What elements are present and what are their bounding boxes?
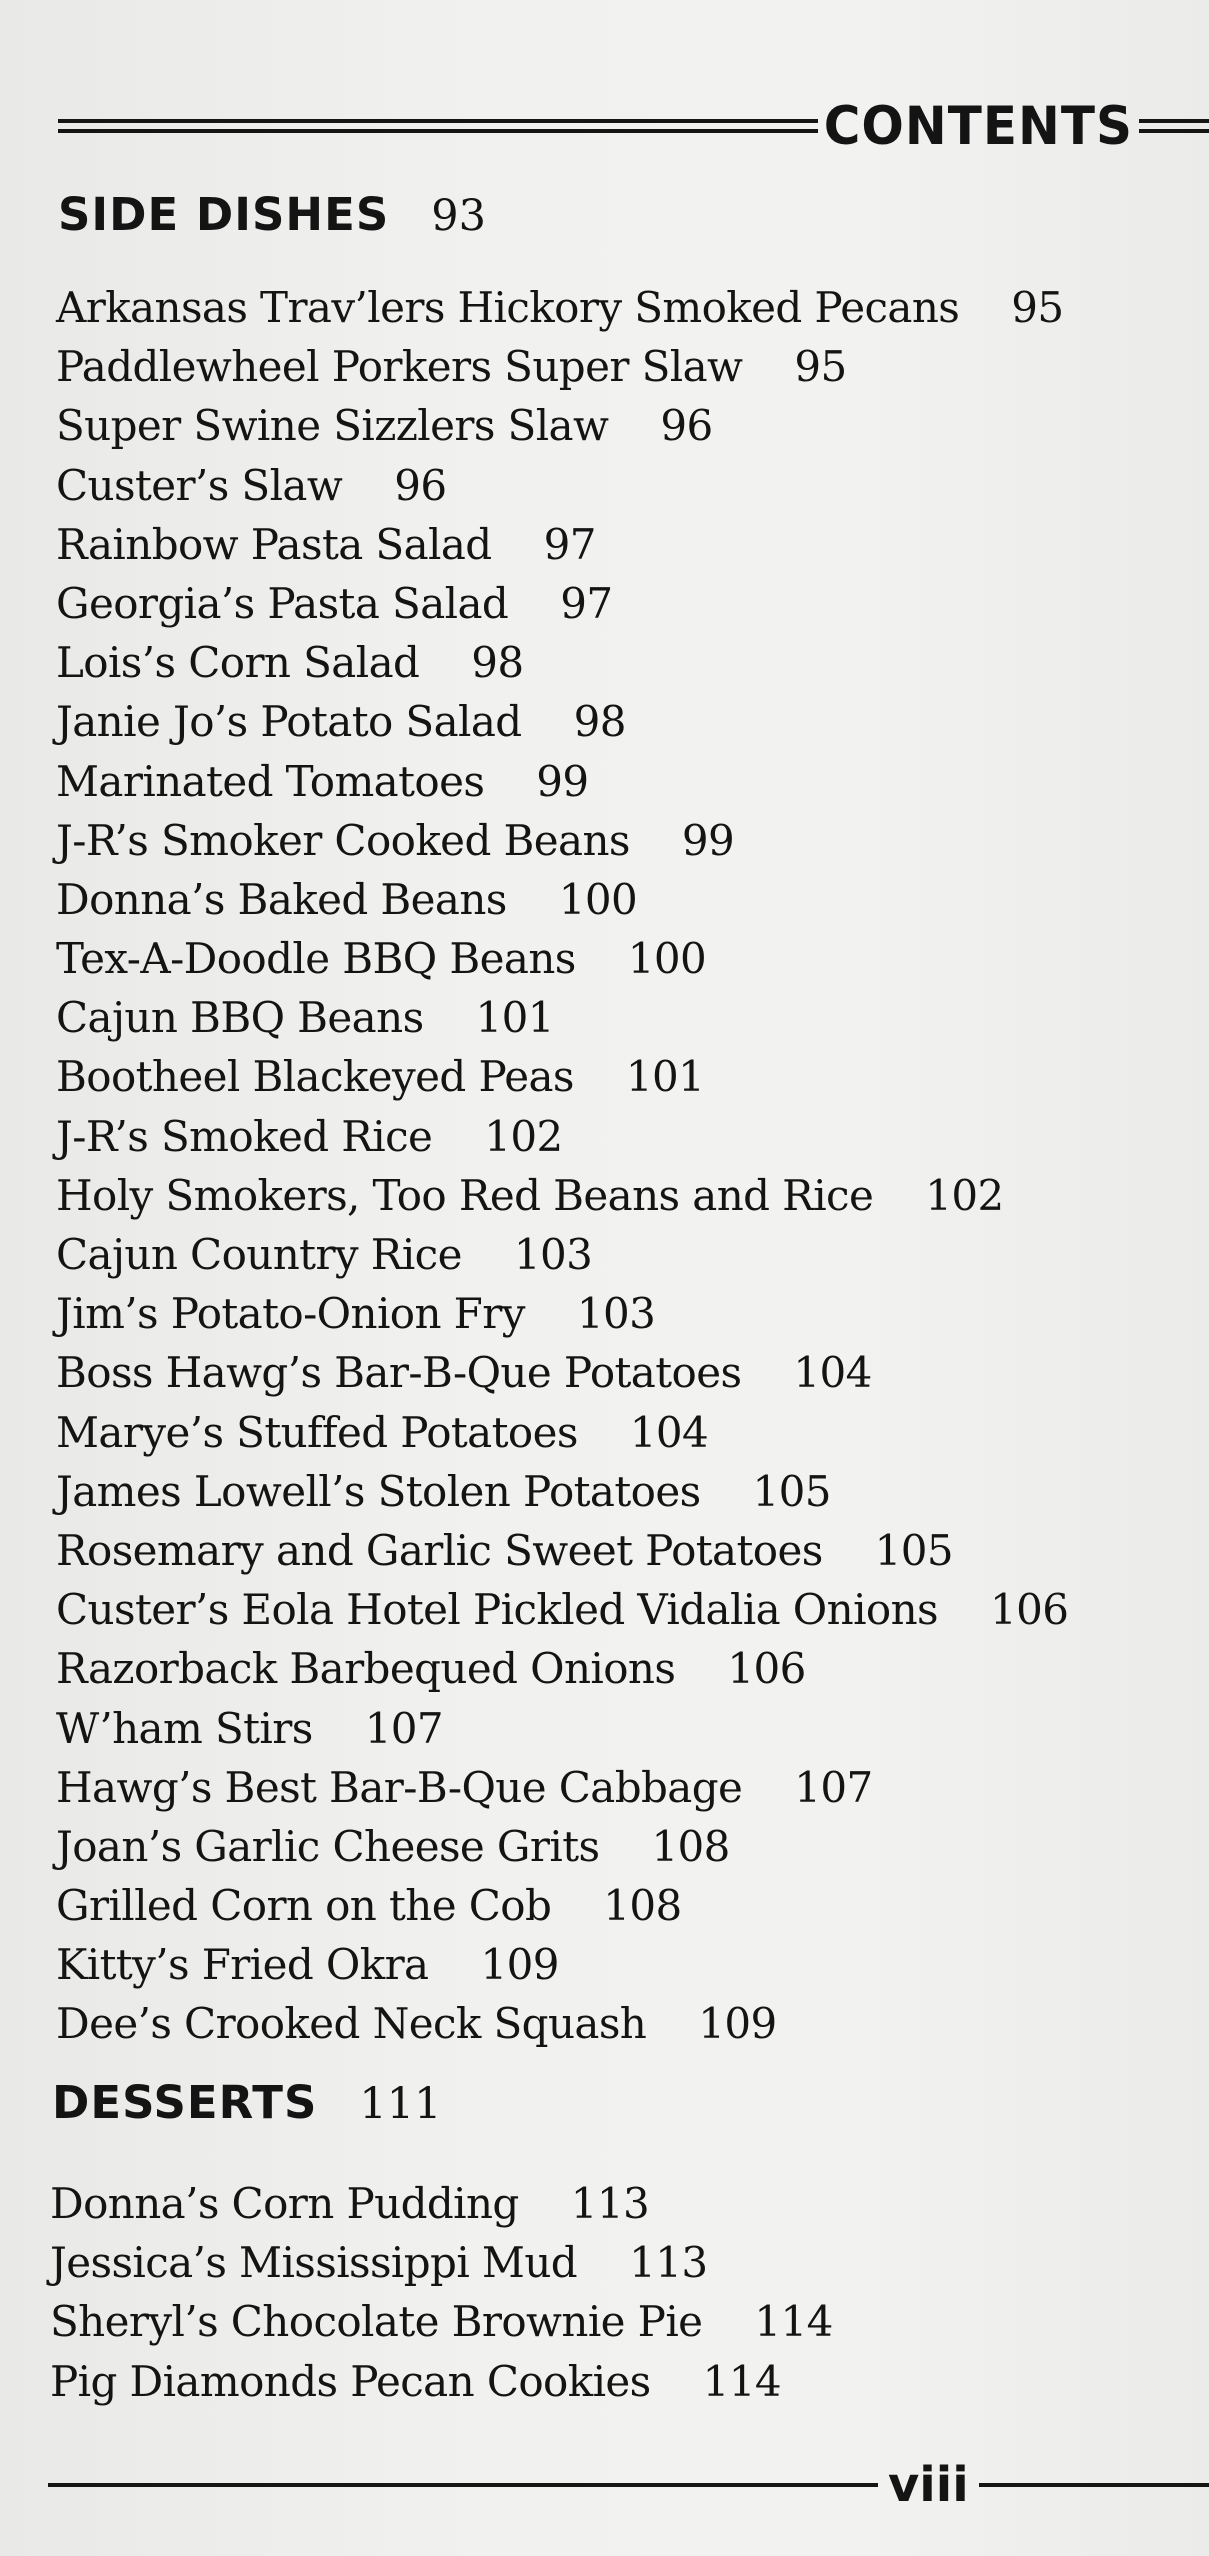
list-item — [56, 692, 1068, 751]
list-item — [56, 1166, 1068, 1225]
entry-title: Paddlewheel Porkers Super Slaw — [56, 342, 743, 392]
list-item — [56, 1462, 1068, 1521]
entry-title: Janie Jo’s Potato Salad — [56, 697, 522, 747]
entry-title: Dee’s Crooked Neck Squash — [56, 1999, 647, 2049]
entry-page-number: 109 — [480, 1940, 559, 1990]
list-item — [50, 2292, 833, 2351]
side-dishes-list — [56, 278, 1068, 2054]
entry-page-number: 105 — [874, 1525, 954, 1575]
list-item — [56, 988, 1068, 1047]
list-item — [56, 1876, 1068, 1935]
list-item — [56, 456, 1068, 515]
entry-page-number: 98 — [471, 638, 524, 688]
header-rule-right — [1139, 119, 1209, 133]
section-page-number: 93 — [431, 191, 486, 241]
list-item — [56, 1935, 1068, 1994]
entry-page-number: 100 — [627, 934, 707, 984]
entry-page-number: 102 — [484, 1111, 563, 1161]
entry-title: Bootheel Blackeyed Peas — [56, 1052, 574, 1102]
page-title: CONTENTS — [823, 95, 1133, 157]
entry-page-number: 104 — [793, 1348, 872, 1398]
list-item — [56, 278, 1068, 337]
entry-title: Arkansas Trav’lers Hickory Smoked Pecans — [56, 283, 960, 332]
list-item — [56, 1284, 1068, 1343]
entry-title: Kitty’s Fried Okra — [56, 1940, 429, 1990]
entry-page-number: 99 — [536, 756, 589, 806]
list-item — [56, 870, 1068, 929]
entry-title: W’ham Stirs — [56, 1703, 313, 1753]
entry-title: Donna’s Corn Pudding — [50, 2179, 519, 2228]
list-item — [56, 1107, 1068, 1166]
entry-page-number: 101 — [625, 1052, 705, 1102]
entry-page-number: 106 — [990, 1585, 1069, 1635]
entry-title: Rosemary and Garlic Sweet Potatoes — [56, 1525, 823, 1575]
entry-title: Boss Hawg’s Bar-B-Que Potatoes — [56, 1348, 742, 1398]
list-item — [50, 2233, 833, 2292]
list-item — [56, 1521, 1068, 1580]
entry-page-number: 99 — [681, 815, 735, 865]
list-item — [56, 633, 1068, 692]
entry-title: Pig Diamonds Pecan Cookies — [50, 2356, 651, 2406]
entry-title: J-R’s Smoker Cooked Beans — [56, 815, 630, 865]
entry-title: Tex-A-Doodle BBQ Beans — [56, 934, 576, 984]
entry-title: Lois’s Corn Salad — [56, 638, 420, 688]
section-page-number: 111 — [359, 2079, 442, 2129]
entry-page-number: 104 — [629, 1407, 709, 1457]
entry-page-number: 102 — [925, 1170, 1004, 1220]
list-item — [56, 1994, 1068, 2053]
entry-title: Razorback Barbequed Onions — [56, 1644, 676, 1694]
entry-page-number: 113 — [629, 2238, 708, 2288]
entry-title: Hawg’s Best Bar-B-Que Cabbage — [56, 1762, 743, 1812]
entry-page-number: 97 — [543, 519, 596, 569]
entry-page-number: 96 — [394, 460, 447, 510]
entry-title: Holy Smokers, Too Red Beans and Rice — [56, 1170, 874, 1220]
entry-title: Donna’s Baked Beans — [56, 874, 507, 924]
footer-rule-left — [48, 2483, 878, 2487]
contents-header — [58, 96, 1209, 156]
entry-page-number: 109 — [698, 1999, 777, 2049]
entry-title: Cajun Country Rice — [56, 1230, 462, 1279]
list-item — [56, 752, 1068, 811]
section-title: DESSERTS — [52, 2076, 318, 2129]
page-footer — [48, 2455, 1209, 2515]
list-item — [56, 1343, 1068, 1402]
entry-title: Jessica’s Mississippi Mud — [50, 2238, 578, 2288]
entry-title: James Lowell’s Stolen Potatoes — [56, 1466, 701, 1516]
entry-page-number: 101 — [475, 993, 554, 1043]
list-item — [56, 1580, 1068, 1639]
entry-page-number: 103 — [513, 1230, 593, 1279]
entry-page-number: 114 — [754, 2297, 833, 2347]
header-rule-left — [58, 119, 818, 133]
entry-page-number: 97 — [560, 578, 613, 628]
list-item — [56, 1403, 1068, 1462]
list-item — [56, 1047, 1068, 1106]
list-item — [56, 1639, 1068, 1698]
list-item — [50, 2174, 833, 2233]
list-item — [56, 574, 1068, 633]
entry-page-number: 113 — [570, 2179, 650, 2228]
entry-title: Georgia’s Pasta Salad — [56, 578, 509, 628]
list-item — [56, 929, 1068, 988]
entry-page-number: 103 — [576, 1289, 656, 1339]
entry-page-number: 95 — [794, 342, 847, 392]
entry-title: Sheryl’s Chocolate Brownie Pie — [50, 2297, 703, 2347]
section-heading-desserts — [52, 2076, 441, 2129]
entry-page-number: 108 — [651, 1821, 730, 1871]
entry-title: J-R’s Smoked Rice — [56, 1111, 433, 1161]
list-item — [56, 811, 1068, 870]
entry-page-number: 95 — [1011, 283, 1064, 332]
list-item — [56, 337, 1068, 396]
entry-title: Joan’s Garlic Cheese Grits — [56, 1821, 600, 1871]
page-number: viii — [888, 2457, 969, 2513]
entry-title: Cajun BBQ Beans — [56, 993, 424, 1043]
list-item — [56, 396, 1068, 455]
entry-page-number: 108 — [603, 1881, 682, 1931]
entry-title: Grilled Corn on the Cob — [56, 1881, 552, 1931]
entry-title: Super Swine Sizzlers Slaw — [56, 401, 609, 451]
entry-title: Marye’s Stuffed Potatoes — [56, 1407, 578, 1457]
entry-title: Custer’s Slaw — [56, 460, 343, 510]
entry-page-number: 114 — [702, 2356, 781, 2406]
section-heading-side-dishes — [58, 188, 486, 241]
entry-page-number: 96 — [660, 401, 713, 451]
list-item — [56, 515, 1068, 574]
entry-page-number: 107 — [364, 1703, 444, 1753]
footer-rule-right — [979, 2483, 1209, 2487]
list-item — [56, 1817, 1068, 1876]
entry-title: Marinated Tomatoes — [56, 756, 485, 806]
list-item — [56, 1699, 1068, 1758]
entry-page-number: 100 — [558, 874, 638, 924]
section-title: SIDE DISHES — [58, 188, 390, 241]
list-item — [50, 2352, 833, 2411]
list-item — [56, 1758, 1068, 1817]
entry-page-number: 106 — [727, 1644, 806, 1694]
entry-title: Custer’s Eola Hotel Pickled Vidalia Onions — [56, 1585, 939, 1635]
entry-page-number: 107 — [794, 1762, 873, 1812]
entry-title: Jim’s Potato-Onion Fry — [56, 1289, 525, 1339]
list-item — [56, 1225, 1068, 1284]
entry-page-number: 98 — [573, 697, 626, 747]
entry-page-number: 105 — [752, 1466, 831, 1516]
entry-title: Rainbow Pasta Salad — [56, 519, 492, 569]
desserts-list — [50, 2174, 833, 2411]
